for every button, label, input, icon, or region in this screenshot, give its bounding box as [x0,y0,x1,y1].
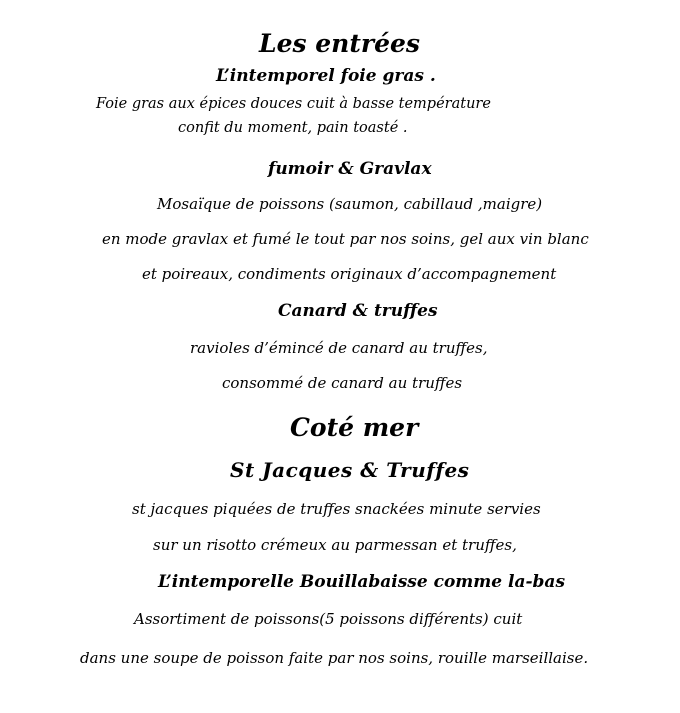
section-heading-cote-mer: Coté mer [290,413,419,442]
dish-description-line: Assortiment de poissons(5 poissons différents) cuit [134,610,523,628]
dish-description-line: en mode gravlax et fumé le tout par nos soins, gel aux vin blanc [102,230,589,248]
dish-title-canard-truffes: Canard & truffes [278,301,438,321]
dish-description-line: consommé de canard au truffes [222,374,463,392]
dish-title-foie-gras: L’intemporel foie gras . [216,66,436,86]
dish-description-line: ravioles d’émincé de canard au truffes, [190,339,488,357]
dish-description-line: st jacques piquées de truffes snackées minute servies [132,500,541,518]
dish-description-line: sur un risotto crémeux au parmessan et truffes, [153,536,517,554]
dish-description-line: Mosaïque de poissons (saumon, cabillaud ,maigre) [157,195,543,213]
dish-title-bouillabaisse: L’intemporelle Bouillabaisse comme la-bas [158,572,566,592]
dish-description-line: dans une soupe de poisson faite par nos soins, rouille marseillaise. [80,649,589,667]
dish-title-st-jacques: St Jacques & Truffes [230,458,470,482]
section-heading-entrees: Les entrées [259,29,420,58]
dish-title-fumoir-gravlax: fumoir & Gravlax [268,159,432,179]
dish-description-line: confit du moment, pain toasté . [178,120,408,136]
dish-description-line: Foie gras aux épices douces cuit à basse température [96,96,491,112]
dish-description-line: et poireaux, condiments originaux d’accompagnement [142,265,557,283]
